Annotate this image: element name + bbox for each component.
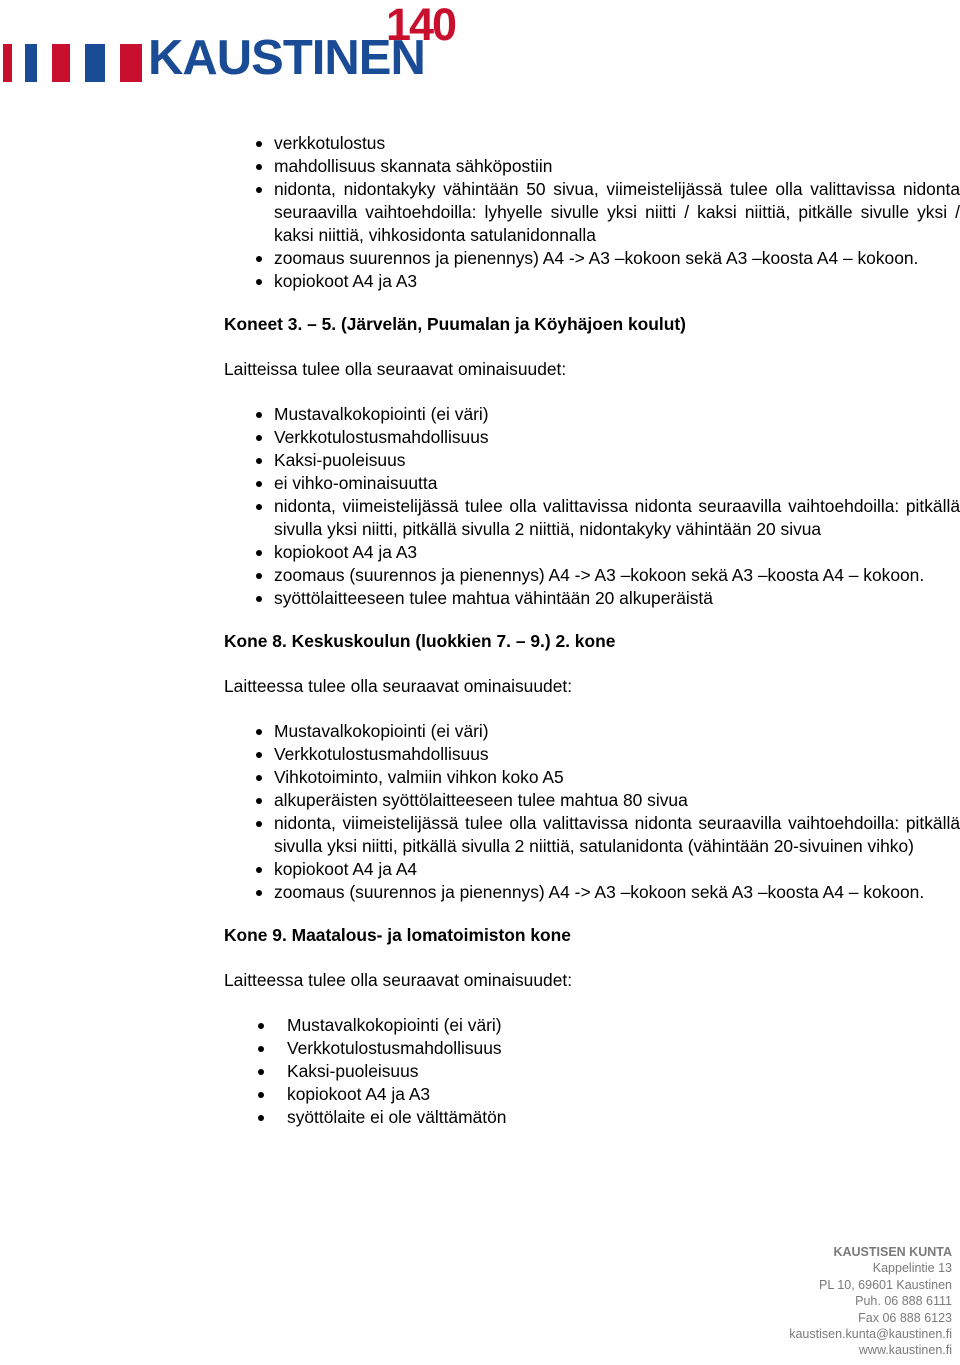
list-item: zoomaus (suurennos ja pienennys) A4 -> A3 –kokoon sekä A3 –koosta A4 – kokoon. (224, 881, 960, 904)
section-intro: Laitteissa tulee olla seuraavat ominaisuudet: (224, 359, 567, 379)
list-item: kopiokoot A4 ja A4 (224, 858, 960, 881)
logo-bar (120, 44, 142, 82)
list-item: Kaksi-puoleisuus (224, 449, 960, 472)
list-item: Mustavalkokopiointi (ei väri) (224, 1014, 960, 1037)
logo-bar (52, 44, 70, 82)
list-item: nidonta, viimeistelijässä tulee olla valittavissa nidonta seuraavilla vaihtoehdoilla: pitkällä sivulla yksi niitti, pitkällä sivulla 2 niittiä, satulanidonta (vähintään 20-sivuinen vihko) (224, 812, 960, 858)
list-item: Mustavalkokopiointi (ei väri) (224, 403, 960, 426)
list-item: kopiokoot A4 ja A3 (224, 541, 960, 564)
list-item: Verkkotulostusmahdollisuus (224, 426, 960, 449)
section-intro: Laitteessa tulee olla seuraavat ominaisuudet: (224, 970, 573, 990)
list-item: Verkkotulostusmahdollisuus (224, 1037, 960, 1060)
logo-bar (25, 44, 37, 82)
list-item: syöttölaite ei ole välttämätön (224, 1106, 960, 1129)
footer-org-name: KAUSTISEN KUNTA (833, 1245, 952, 1259)
section-heading: Koneet 3. – 5. (Järvelän, Puumalan ja Köyhäjoen koulut) (224, 314, 686, 334)
footer-address: PL 10, 69601 Kaustinen (819, 1277, 952, 1292)
list-item: zoomaus suurennos ja pienennys) A4 -> A3 –kokoon sekä A3 –koosta A4 – kokoon. (224, 247, 960, 270)
feature-list (224, 1014, 960, 1129)
list-item: ei vihko-ominaisuutta (224, 472, 960, 495)
feature-list (224, 403, 960, 610)
list-item: mahdollisuus skannata sähköpostiin (224, 155, 960, 178)
list-item: syöttölaitteeseen tulee mahtua vähintään 20 alkuperäistä (224, 587, 960, 610)
list-item: zoomaus (suurennos ja pienennys) A4 -> A3 –kokoon sekä A3 –koosta A4 – kokoon. (224, 564, 960, 587)
list-item: nidonta, nidontakyky vähintään 50 sivua, viimeistelijässä tulee olla valittavissa nidonta seuraavilla vaihtoehdoilla: lyhyelle sivulle yksi niitti / kaksi niittiä, pitkälle sivulle yksi / kaksi niittiä, vihkosidonta satulanidonnalla (224, 178, 960, 247)
section-heading: Kone 9. Maatalous- ja lomatoimiston kone (224, 925, 571, 945)
document-body (224, 132, 960, 1129)
footer-email[interactable]: kaustisen.kunta@kaustinen.fi (789, 1327, 952, 1342)
list-item: alkuperäisten syöttölaitteeseen tulee mahtua 80 sivua (224, 789, 960, 812)
list-item: verkkotulostus (224, 132, 960, 155)
list-item: nidonta, viimeistelijässä tulee olla valittavissa nidonta seuraavilla vaihtoehdoilla: pitkällä sivulla yksi niitti, pitkällä sivulla 2 niittiä, nidontakyky vähintään 20 sivua (224, 495, 960, 541)
section-heading: Kone 8. Keskuskoulun (luokkien 7. – 9.) 2. kone (224, 631, 616, 651)
logo-wordmark: KAUSTINEN (148, 31, 425, 85)
list-item: kopiokoot A4 ja A3 (224, 1083, 960, 1106)
list-item: Verkkotulostusmahdollisuus (224, 743, 960, 766)
contact-footer (789, 1244, 952, 1359)
logo-bar (3, 44, 12, 82)
logo-bar (85, 44, 105, 82)
logo-anniversary: 140 (386, 0, 456, 50)
list-item: Kaksi-puoleisuus (224, 1060, 960, 1083)
section-intro: Laitteessa tulee olla seuraavat ominaisuudet: (224, 676, 573, 696)
list-item: kopiokoot A4 ja A3 (224, 270, 960, 293)
footer-fax: Fax 06 888 6123 (858, 1310, 952, 1325)
footer-phone: Puh. 06 888 6111 (855, 1294, 952, 1309)
kaustinen-140-logo (0, 0, 480, 90)
feature-list (224, 720, 960, 904)
footer-website[interactable]: www.kaustinen.fi (858, 1343, 952, 1358)
intro-list (224, 132, 960, 293)
footer-address: Kappelintie 13 (872, 1261, 952, 1276)
list-item: Vihkotoiminto, valmiin vihkon koko A5 (224, 766, 960, 789)
list-item: Mustavalkokopiointi (ei väri) (224, 720, 960, 743)
